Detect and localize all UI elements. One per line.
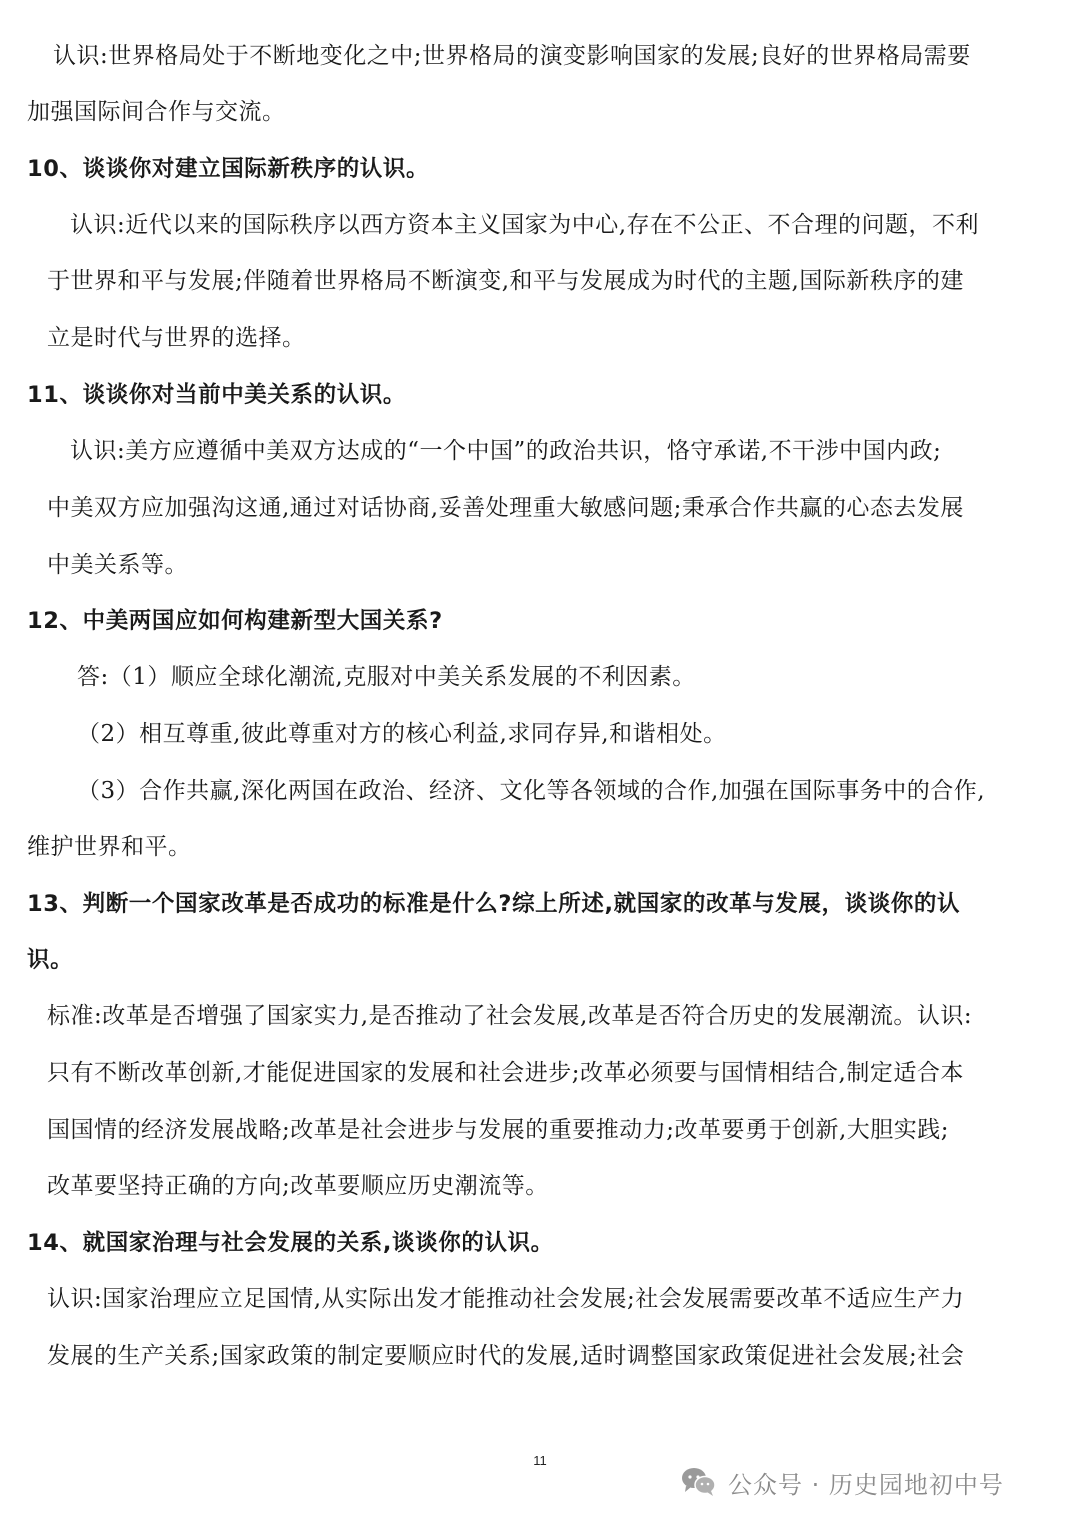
- page-number: 11: [533, 1453, 547, 1468]
- answer-line: 加强国际间合作与交流。: [27, 99, 286, 125]
- answer-line: （3）合作共赢,深化两国在政治、经济、文化等各领域的合作,加强在国际事务中的合作,: [77, 778, 986, 804]
- answer-line: 认识:近代以来的国际秩序以西方资本主义国家为中心,存在不公正、不合理的问题，不利: [70, 212, 980, 238]
- answer-line: 认识:国家治理应立足国情,从实际出发才能推动社会发展;社会发展需要改革不适应生产力: [47, 1286, 965, 1312]
- answer-line: 维护世界和平。: [27, 834, 192, 860]
- question-12: 12、中美两国应如何构建新型大国关系?: [27, 608, 443, 634]
- answer-line: 发展的生产关系;国家政策的制定要顺应时代的发展,适时调整国家政策促进社会发展;社会: [47, 1343, 965, 1369]
- answer-line: 中美关系等。: [47, 552, 188, 578]
- answer-line: 国国情的经济发展战略;改革是社会进步与发展的重要推动力;改革要勇于创新,大胆实践;: [47, 1117, 950, 1143]
- answer-line: （2）相互尊重,彼此尊重对方的核心利益,求同存异,和谐相处。: [77, 721, 727, 747]
- answer-line: 答:（1）顺应全球化潮流,克服对中美关系发展的不利因素。: [77, 664, 696, 690]
- answer-line: 只有不断改革创新,才能促进国家的发展和社会进步;改革必须要与国情相结合,制定适合本: [47, 1060, 964, 1086]
- answer-line: 于世界和平与发展;伴随着世界格局不断演变,和平与发展成为时代的主题,国际新秩序的建: [47, 268, 964, 294]
- answer-line: 立是时代与世界的选择。: [47, 325, 306, 351]
- question-11: 11、谈谈你对当前中美关系的认识。: [27, 382, 407, 408]
- watermark-text: 公众号 · 历史园地初中号: [728, 1470, 1004, 1499]
- answer-line: 标准:改革是否增强了国家实力,是否推动了社会发展,改革是否符合历史的发展潮流。认识:: [47, 1003, 973, 1029]
- question-14: 14、就国家治理与社会发展的关系,谈谈你的认识。: [27, 1230, 554, 1256]
- wechat-icon: [680, 1466, 718, 1498]
- answer-line: 改革要坚持正确的方向;改革要顺应历史潮流等。: [47, 1173, 549, 1199]
- question-13: 13、判断一个国家改革是否成功的标准是什么?综上所述,就国家的改革与发展，谈谈你的认: [27, 891, 961, 917]
- question-10: 10、谈谈你对建立国际新秩序的认识。: [27, 156, 430, 182]
- watermark: [680, 1462, 1004, 1502]
- question-13-continued: 识。: [27, 947, 74, 973]
- answer-line: 认识:美方应遵循中美双方达成的“一个中国”的政治共识，恪守承诺,不干涉中国内政;: [70, 438, 942, 464]
- answer-line: 中美双方应加强沟这通,通过对话协商,妥善处理重大敏感问题;秉承合作共赢的心态去发展: [47, 495, 964, 521]
- answer-line: 认识:世界格局处于不断地变化之中;世界格局的演变影响国家的发展;良好的世界格局需要: [53, 43, 971, 69]
